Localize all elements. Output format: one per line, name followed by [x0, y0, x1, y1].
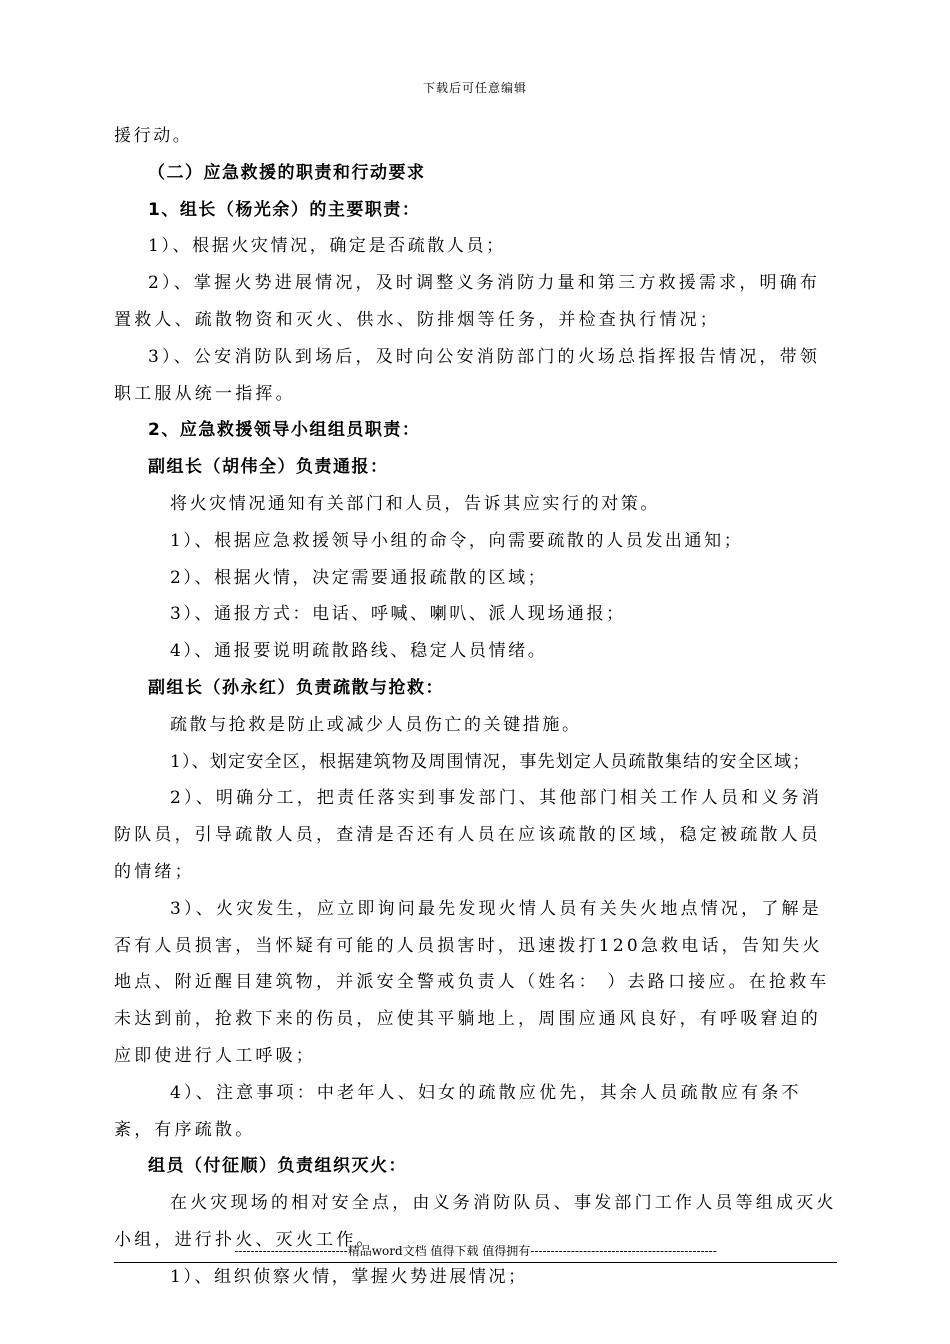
list-item: 4）、注意事项：中老年人、妇女的疏散应优先，其余人员疏散应有条不紊，有序疏散。: [114, 1082, 802, 1140]
list-item: 1）、根据火灾情况，确定是否疏散人员；: [148, 236, 506, 257]
list-item: 1）、划定安全区，根据建筑物及周围情况，事先划定人员疏散集结的安全区域；: [170, 751, 811, 772]
list-item: 4）、通报要说明疏散路线、稳定人员情绪。: [170, 641, 548, 662]
list-item: 2）、掌握火势进展情况，及时调整义务消防力量和第三方救援需求，明确布置救人、疏散物资和灭火、供水、防排烟等任务，并检查执行情况；: [114, 273, 821, 330]
list-item: 3）、公安消防队到场后，及时向公安消防部门的火场总指挥报告情况，带领职工服从统一指挥。: [114, 346, 821, 404]
paragraph: 疏散与抢救是防止或减少人员伤亡的关键措施。: [170, 714, 582, 735]
paragraph: 将火灾情况通知有关部门和人员，告诉其应实行的对策。: [170, 493, 660, 514]
role-heading: 组员（付征顺）负责组织灭火：: [148, 1156, 407, 1177]
list-item: 1）、组织侦察火情，掌握火势进展情况；: [170, 1266, 528, 1287]
role-heading: 副组长（孙永红）负责疏散与抢救：: [148, 677, 444, 698]
list-item: 2）、根据火情，决定需要通报疏散的区域；: [170, 567, 548, 588]
list-item: 1）、根据应急救援领导小组的命令，向需要疏散的人员发出通知；: [170, 530, 744, 551]
paragraph: 援行动。: [114, 126, 193, 146]
paragraph: 在火灾现场的相对安全点，由义务消防队员、事发部门工作人员等组成灭火小组，进行扑火、灭火工作。: [114, 1193, 837, 1250]
page-header: 下载后可任意编辑: [422, 81, 527, 95]
section-heading: （二）应急救援的职责和行动要求: [148, 162, 426, 183]
subsection-heading: 1、组长（杨光余）的主要职责：: [148, 199, 421, 220]
list-item: 2）、明确分工，把责任落实到事发部门、其他部门相关工作人员和义务消防队员，引导疏散人员，查清是否还有人员在应该疏散的区域，稳定被疏散人员的情绪；: [114, 788, 822, 882]
document-body: [114, 118, 837, 1296]
list-item: 3）、火灾发生，应立即询问最先发现火情人员有关失火地点情况，了解是否有人员损害，当怀疑有可能的人员损害时，迅速拨打120急救电话，告知失火地点、附近醒目建筑物，并派安全警戒负责人（姓名： ）去路口接应。在抢救车未达到前，抢救下来的伤员，应使其平躺地上，周围应通风良好，有呼吸窘迫的应即使进行人工呼吸；: [114, 898, 830, 1066]
role-heading: 副组长（胡伟全）负责通报：: [148, 457, 389, 478]
subsection-heading: 2、应急救援领导小组组员职责：: [148, 420, 421, 441]
page-footer: ----------------------------精品word文档 值得下载 值得拥有----------------------------------------------: [114, 1241, 837, 1263]
list-item: 3）、通报方式：电话、呼喊、喇叭、派人现场通报；: [170, 604, 626, 625]
